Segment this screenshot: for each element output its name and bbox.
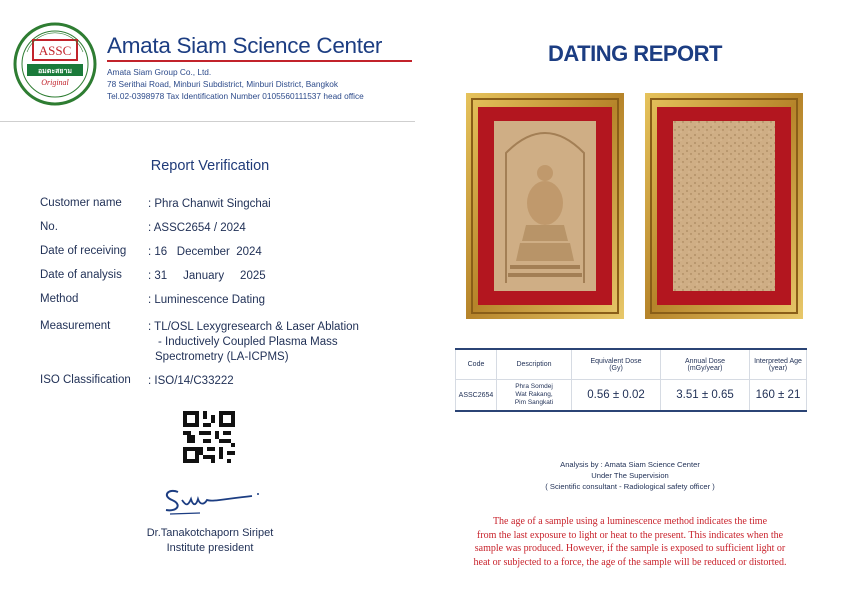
analysis-by: Analysis by : Amata Siam Science Center: [560, 460, 700, 469]
disclaimer-line: from the last exposure to light or heat to the present. This indicates when the: [476, 530, 784, 541]
dating-report-title: DATING REPORT: [548, 41, 722, 66]
header-interpreted-age-unit: (year): [768, 364, 788, 372]
date-analysis-label: Date of analysis: [40, 269, 122, 281]
header-equivalent-dose: [572, 349, 661, 380]
sample-back-photo: [645, 93, 803, 319]
cell-interpreted-age: 160 ± 21: [750, 380, 807, 412]
header-equivalent-dose-label: Equivalent Dose: [590, 357, 642, 365]
cell-description-line: Wat Rakang,: [515, 391, 553, 398]
cell-code: ASSC2654: [456, 380, 497, 412]
date-analysis-value: : 31 January 2025: [148, 270, 266, 282]
date-receiving-label: Date of receiving: [40, 245, 127, 257]
header-annual-dose: [661, 349, 750, 380]
verification-title: Report Verification: [150, 158, 270, 174]
header-description: Description: [497, 349, 572, 380]
measurement-value-line2: - Inductively Coupled Plasma Mass: [158, 336, 338, 348]
disclaimer-line: The age of a sample using a luminescence method indicates the time: [492, 516, 768, 527]
cell-description-line: Pim Sangkati: [514, 399, 554, 406]
report-number-label: No.: [40, 221, 58, 233]
method-value: : Luminescence Dating: [148, 294, 265, 306]
header-interpreted-age: [750, 349, 807, 380]
measurement-value: : TL/OSL Lexygresearch & Laser Ablation: [148, 321, 359, 333]
iso-classification-value: : ISO/14/C33222: [148, 375, 234, 387]
header-equivalent-dose-unit: (Gy): [609, 364, 623, 372]
assc-logo: [13, 22, 97, 106]
method-label: Method: [40, 293, 79, 305]
signatory-title: Institute president: [166, 542, 254, 554]
svg-text:Original: Original: [41, 78, 69, 87]
company-group: Amata Siam Group Co., Ltd.: [107, 67, 212, 77]
header-divider: [107, 60, 412, 62]
signatory-name: Dr.Tanakotchaporn Siripet: [146, 527, 274, 539]
disclaimer-line: heat or subjected to a force, the age of the sample will be reduced or distorted.: [473, 557, 787, 568]
measurement-value-line3: Spectrometry (LA-ICPMS): [155, 351, 289, 363]
table-row: [456, 380, 807, 412]
iso-classification-label: ISO Classification: [40, 374, 131, 386]
company-name: Amata Siam Science Center: [107, 33, 383, 58]
company-tel: Tel.02-0398978 Tax Identification Number 0105560111537 head office: [107, 91, 364, 101]
sample-front-photo: [466, 93, 624, 319]
customer-name-label: Customer name: [40, 197, 122, 209]
cell-description-line: Phra Somdej: [515, 383, 553, 390]
date-receiving-value: : 16 December 2024: [148, 246, 262, 258]
analysis-supervision: Under The Supervision: [591, 471, 669, 480]
svg-text:ASSC: ASSC: [38, 43, 72, 58]
cell-equivalent-dose: 0.56 ± 0.02: [572, 380, 661, 412]
cell-annual-dose: 3.51 ± 0.65: [661, 380, 750, 412]
company-address: 78 Serithai Road, Minburi Subdistrict, Minburi District, Bangkok: [107, 79, 339, 89]
header-annual-dose-unit: (mGy/year): [687, 364, 723, 372]
header-code: Code: [456, 349, 497, 380]
header-interpreted-age-label: Interpreted Age: [754, 357, 802, 365]
header-annual-dose-label: Annual Dose: [684, 357, 726, 365]
cell-description: [497, 380, 572, 412]
table-header-row: [456, 349, 807, 380]
customer-name-value: : Phra Chanwit Singchai: [148, 198, 271, 210]
analysis-consultant: ( Scientific consultant - Radiological safety officer ): [545, 482, 715, 491]
qr-code[interactable]: [183, 411, 235, 463]
disclaimer-line: sample was produced. However, if the sample is exposed to sufficient light or: [474, 543, 786, 554]
signature-image: [160, 484, 265, 519]
report-number-value: : ASSC2654 / 2024: [148, 222, 246, 234]
measurement-label: Measurement: [40, 320, 111, 332]
dating-results-table: [455, 348, 807, 412]
svg-text:อมตะสยาม: อมตะสยาม: [37, 67, 73, 75]
section-divider: [0, 121, 415, 122]
